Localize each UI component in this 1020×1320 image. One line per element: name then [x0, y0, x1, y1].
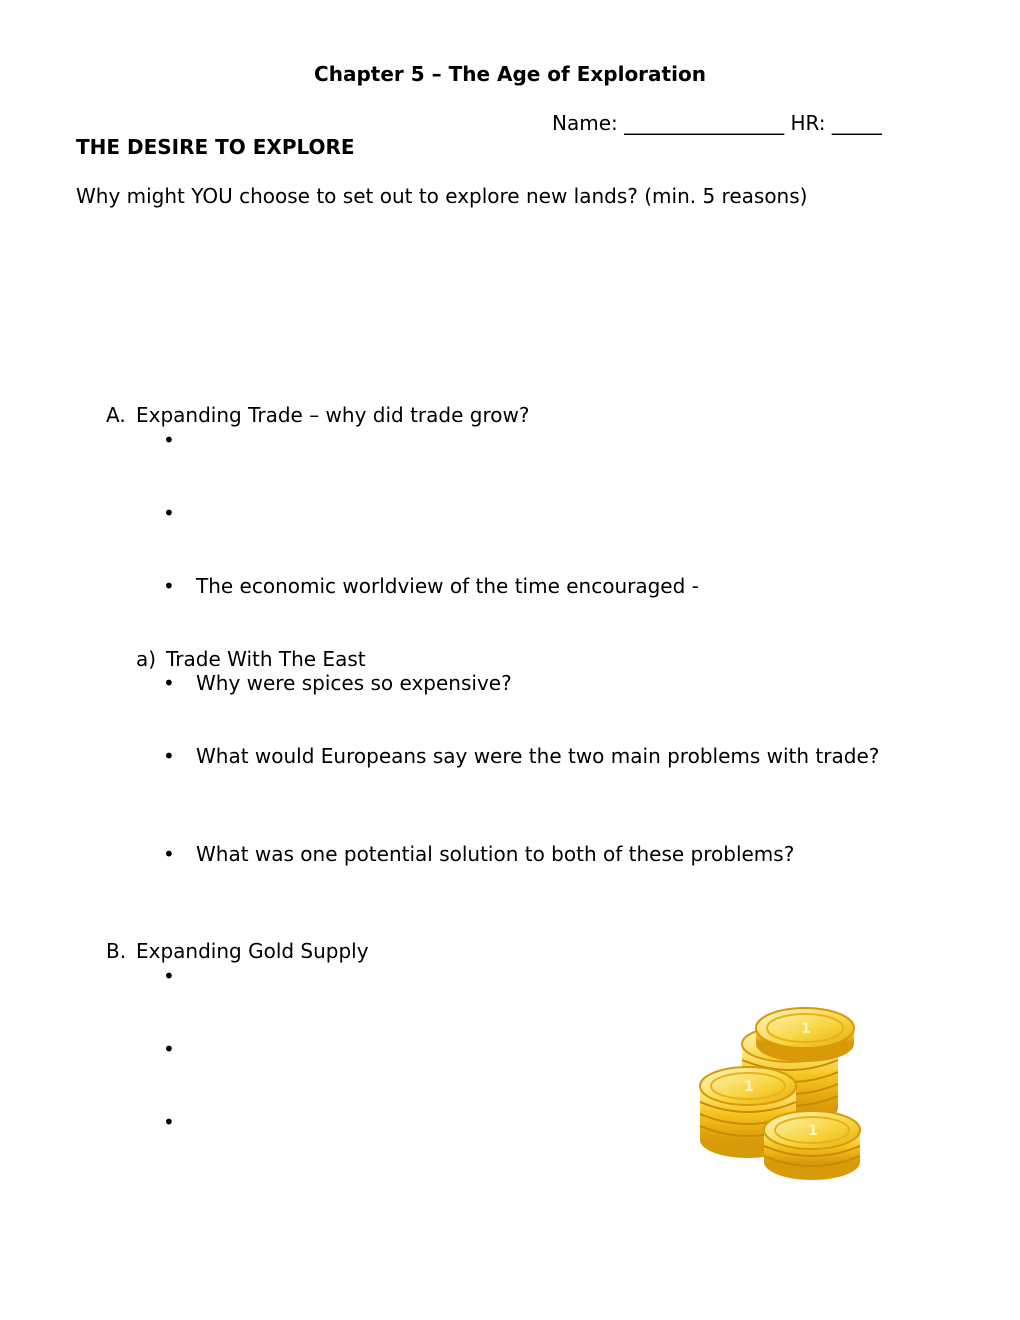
bullet: •: [163, 671, 175, 695]
bullet: •: [163, 842, 175, 866]
section-b-label: Expanding Gold Supply: [136, 939, 369, 963]
bullet: •: [163, 1110, 175, 1134]
bullet: •: [163, 428, 175, 452]
svg-text:1: 1: [744, 1079, 754, 1095]
subsection-a-marker: a): [136, 647, 157, 671]
intro-question: Why might YOU choose to set out to explore new lands? (min. 5 reasons): [76, 184, 808, 208]
bullet: •: [163, 964, 175, 988]
economic-worldview-prompt: The economic worldview of the time encouraged -: [196, 574, 699, 598]
section-a-label: Expanding Trade – why did trade grow?: [136, 403, 530, 427]
bullet: •: [163, 1037, 175, 1061]
question-spices: Why were spices so expensive?: [196, 671, 512, 695]
page-title: Chapter 5 – The Age of Exploration: [314, 62, 706, 86]
subsection-a-label: Trade With The East: [166, 647, 366, 671]
gold-coins-stack-icon: [690, 1000, 870, 1185]
svg-text:1: 1: [808, 1123, 818, 1139]
bullet: •: [163, 574, 175, 598]
bullet: •: [163, 744, 175, 768]
question-solution: What was one potential solution to both of these problems?: [196, 842, 795, 866]
section-heading: THE DESIRE TO EXPLORE: [76, 135, 355, 159]
section-a-marker: A.: [106, 403, 126, 427]
section-b-marker: B.: [106, 939, 127, 963]
svg-text:1: 1: [801, 1021, 811, 1037]
name-hr-line: Name: ________________ HR: _____: [552, 111, 882, 135]
bullet: •: [163, 501, 175, 525]
question-trade-problems: What would Europeans say were the two main problems with trade?: [196, 744, 880, 768]
